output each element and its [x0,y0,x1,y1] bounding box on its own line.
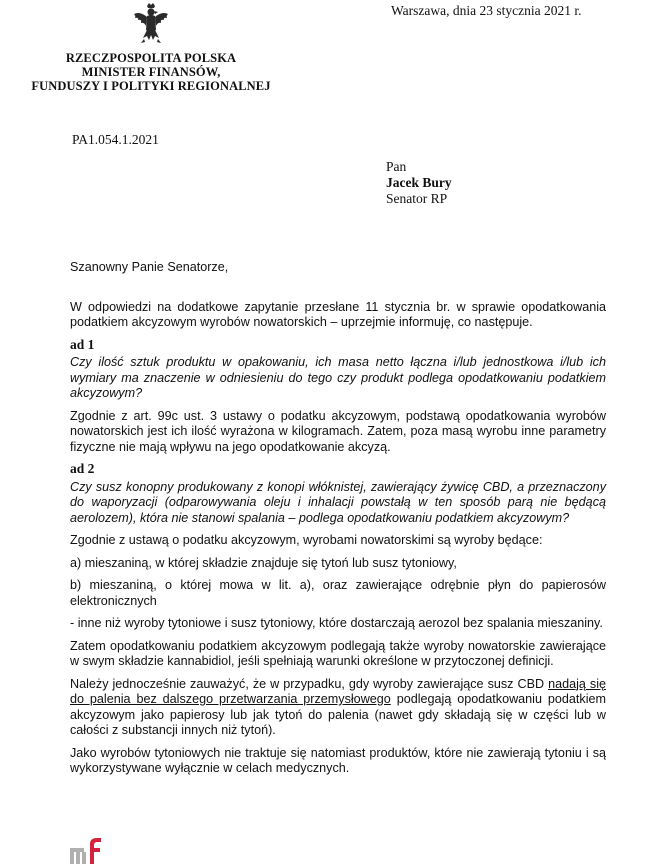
ad2-paragraph-7: Jako wyrobów tytoniowych nie traktuje się natomiast produktów, które nie zawierają tytoniu i są wykorzystywane wyłącznie w celach medycznych. [70,745,606,775]
ad2-paragraph-6-end: podlegają opodatkowaniu podatkiem akcyzowym jako papierosy lub jak tytoń do palenia (nawet gdy składają się w części lub w całości z substancji innych niż tytoń). [70,692,606,737]
ad2-paragraph-6 [70,677,606,739]
ad2-paragraph-6-start: Należy jednocześnie zauważyć, że w przypadku, gdy wyroby zawierające susz CBD [70,676,549,691]
ministry-header [10,51,292,93]
mf-logo-icon [70,836,106,866]
ministry-line-1: RZECZPOSPOLITA POLSKA [65,51,237,65]
recipient-block [386,159,452,207]
intro-paragraph: W odpowiedzi na dodatkowe zapytanie przesłane 11 stycznia br. w sprawie opodatkowania podatkiem akcyzowym wyrobów nowatorskich – uprzejmie informuję, co następuje. [70,299,606,329]
ad2-paragraph-1: Zgodnie z ustawą o podatku akcyzowym, wyrobami nowatorskimi są wyroby będące: [70,533,543,547]
recipient-title: Senator RP [386,191,448,206]
ad1-heading: ad 1 [70,336,95,352]
ministry-line-2: MINISTER FINANSÓW, [81,65,221,79]
ministry-line-3: FUNDUSZY I POLITYKI REGIONALNEJ [31,79,271,93]
reference-number: PA1.054.1.2021 [72,132,159,147]
letter-date: Warszawa, dnia 23 stycznia 2021 r. [391,3,582,18]
ad2-paragraph-2: a) mieszaniną, w której składzie znajduje się tytoń lub susz tytoniowy, [70,555,457,570]
ad2-heading: ad 2 [70,461,95,476]
ad1-question: Czy ilość sztuk produktu w opakowaniu, ich masa netto łączna i/lub jednostkowa i/lub ich wymiary ma znaczenie w odniesieniu do tego czy produkt podlega opodatkowaniu podatkiem akcyzowym? [70,355,606,400]
ad2-paragraph-3: b) mieszaniną, o której mowa w lit. a), oraz zawierające odrębnie płyn do papierosów elektronicznych [70,578,606,608]
ad2-paragraph-4: - inne niż wyroby tytoniowe i susz tytoniowy, które dostarczają aerozol bez spalania mieszaniny. [70,616,603,630]
ad2-question: Czy susz konopny produkowany z konopi włóknistej, zawierający żywicę CBD, a przeznaczony do waporyzacji (odparowywania oleju i inhalacji powstałą w ten sposób parą nie będącą aerolozem), która nie stanowi spalania – podlega opodatkowaniu podatkiem akcyzowym? [70,479,606,525]
recipient-name: Jacek Bury [386,175,452,190]
ad1-answer: Zgodnie z art. 99c ust. 3 ustawy o podatku akcyzowym, podstawą opodatkowania wyrobów nowatorskich jest ich ilość wyrażona w kilogramach. Zatem, poza masą wyrobu inne parametry fizyczne nie mają wpływu na jego opodatkowanie akcyzą. [70,408,606,454]
ad2-paragraph-5: Zatem opodatkowaniu podatkiem akcyzowym podlegają także wyroby nowatorskie zawierające w swym składzie kannabidiol, jeśli spełniają warunki określone w przytoczonej definicji. [70,638,606,668]
recipient-salutation: Pan [386,159,407,174]
letter-body [70,260,606,777]
greeting: Szanowny Panie Senatorze, [70,260,229,274]
polish-eagle-emblem-icon [130,2,172,46]
ad2-paragraph-6-underlined: nadają się do palenia bez dalszego przetwarzania przemysłowego [70,676,607,706]
